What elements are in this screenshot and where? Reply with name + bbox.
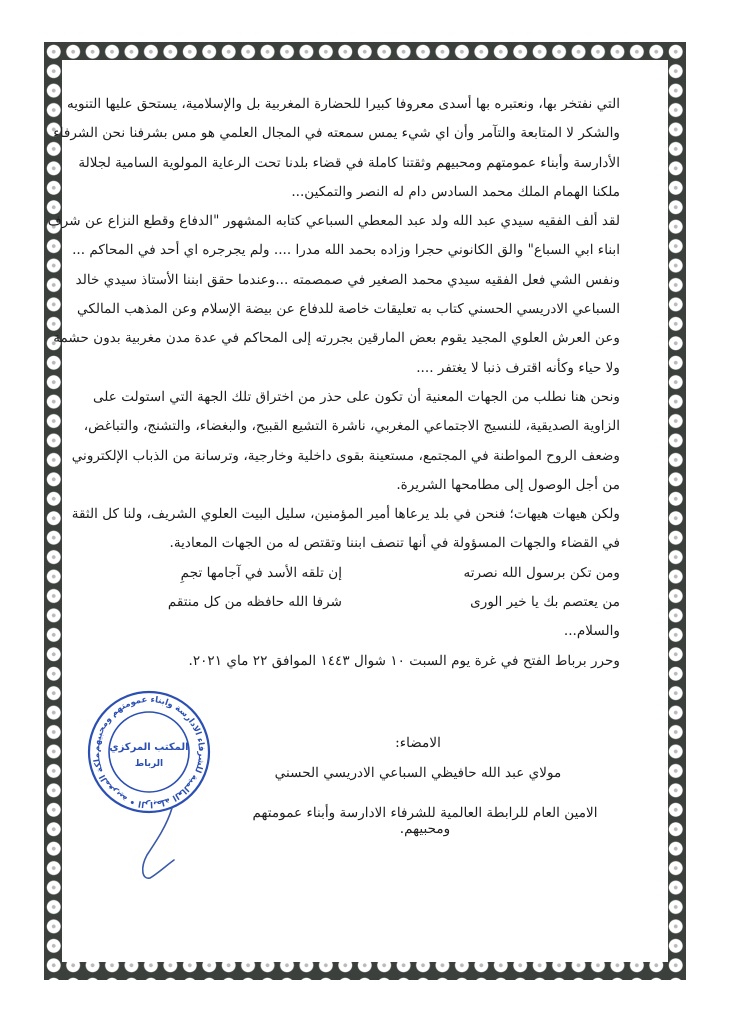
text-line: ولا حياء وكأنه اقترف ذنبا لا يغتفر .... bbox=[416, 359, 620, 376]
poem bbox=[104, 559, 620, 618]
text-line: والشكر لا المتابعة والتآمر وأن اي شيء يمس سمعته في المجال العلمي هو مس بشرفنا نحن الشرفاء bbox=[53, 125, 620, 142]
letter-body bbox=[47, 90, 620, 676]
text-line: ملكنا الهمام الملك محمد السادس دام له النصر والتمكين... bbox=[291, 183, 620, 200]
verse-first-hemistich: ومن تكن برسول الله نصرته bbox=[463, 564, 620, 581]
verse-second-hemistich: إن تلقه الأسد في آجامها تجمِ bbox=[180, 564, 342, 581]
text-line: ونفس الشي فعل الفقيه سيدي محمد الصغير في صمصمته ...وعندما حقق ابننا الأستاذ سيدي خالد bbox=[75, 271, 620, 288]
text-line: ابناء ابي السباع" والق الكانوني حجرا وزاده بحمد الله مدرا .... ولم يجرجره اي أحد في المحاكم ... bbox=[72, 242, 620, 259]
dateline: وحرر برباط الفتح في غرة يوم السبت ١٠ شوال ١٤٤٣ الموافق ٢٢ ماي ٢٠٢١. bbox=[188, 652, 620, 669]
stamp-ring-text: ملكة المغربية • الرابطة العالمية للشرفاء الادارسة وابناء عمومتهم ومحبيهم bbox=[91, 694, 207, 810]
signatory-name: مولاي عبد الله حافيظي السباعي الادريسي الحسني bbox=[274, 765, 562, 781]
text-line: السباعي الادريسي الحسني كتاب به تعليقات خاصة للدفاع عن بيضة الإسلام وعن المذهب المالكي bbox=[76, 301, 620, 318]
verse-second-hemistich: شرفا الله حافظه من كل منتقم bbox=[167, 594, 342, 611]
text-line: من أجل الوصول إلى مطامحها الشريرة. bbox=[396, 476, 620, 493]
handwritten-signature bbox=[112, 800, 202, 890]
text-line: ولكن هيهات هيهات؛ فنحن في بلد يرعاها أمير المؤمنين، سليل البيت العلوي الشريف، ولنا كل الثقة bbox=[71, 506, 620, 523]
text-line: في القضاء والجهات المسؤولة في أنها تنصف ابننا وتقتص له من الجهات المعادية. bbox=[169, 535, 620, 552]
stamp-center-line2: الرباط bbox=[134, 759, 164, 769]
official-stamp bbox=[85, 688, 213, 816]
paragraph-1 bbox=[53, 90, 620, 207]
stamp-center-line1: المكتب المركزي bbox=[109, 742, 189, 753]
text-line: الأدارسة وأبناء عمومتهم ومحبيهم وثقتنا كاملة في قضاء بلدنا تحت الرعاية المولوية السامية لجلالة bbox=[78, 154, 620, 171]
text-line: الزاوية الصديقية، للنسيج الاجتماعي المغربي، ناشرة التشيع القبيح، والبغضاء، والتشنج، والتباغض، bbox=[83, 418, 620, 435]
closing: والسلام... bbox=[563, 623, 620, 640]
poem-verse bbox=[104, 559, 620, 588]
text-line: وضعف الروح المواطنة في المجتمع، مستعينة بقوى داخلية وخارجية، وترسانة من الذباب الإلكتروني bbox=[71, 447, 620, 464]
stamp-seal-icon bbox=[85, 688, 213, 816]
paragraph-2 bbox=[47, 207, 620, 383]
signature-label: الامضاء: bbox=[395, 735, 441, 751]
text-line: ونحن هنا نطلب من الجهات المعنية أن تكون على حذر من اختراق تلك الجهة التي استولت على bbox=[92, 388, 620, 405]
signatory-title: الامين العام للرابطة العالمية للشرفاء الادارسة وأبناء عمومتهم ومحبيهم. bbox=[252, 805, 598, 837]
verse-first-hemistich: من يعتصم بك يا خير الورى bbox=[470, 594, 620, 611]
text-line: لقد ألف الفقيه سيدي عبد الله ولد عبد المعطي السباعي كتابه المشهور "الدفاع وقطع النزاع عن شرف bbox=[47, 213, 620, 230]
paragraph-4 bbox=[71, 500, 620, 559]
poem-verse bbox=[104, 588, 620, 617]
text-line: التي نفتخر بها، ونعتبره بها أسدى معروفا كبيرا للحضارة المغربية بل والإسلامية، يستحق عليها التنويه bbox=[66, 96, 620, 112]
paragraph-3 bbox=[71, 383, 620, 500]
text-line: وعن العرش العلوي المجيد يقوم بعض المارقين بجررته إلى المحاكم في عدة مدن مغربية بدون حشمة bbox=[53, 330, 620, 347]
